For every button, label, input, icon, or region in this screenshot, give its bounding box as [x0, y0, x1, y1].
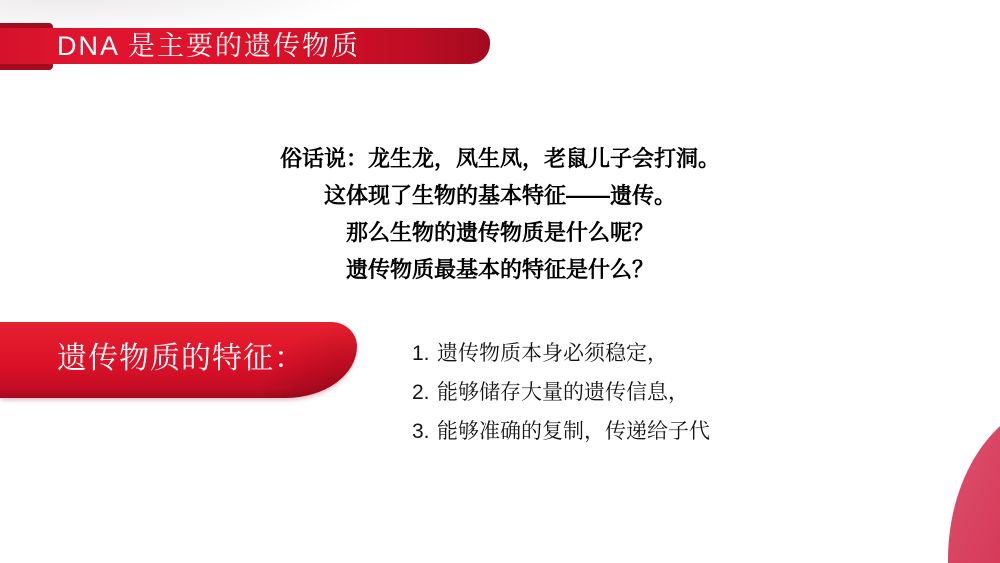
intro-line-3: 那么生物的遗传物质是什么呢？: [345, 220, 654, 245]
item-number: 2.: [412, 381, 430, 404]
feature-list: [412, 341, 710, 458]
feature-heading: 遗传物质的特征：: [57, 342, 305, 375]
intro-line-4: 遗传物质最基本的特征是什么？: [345, 257, 654, 282]
intro-paragraph: [254, 140, 746, 288]
feature-list-item-3: [412, 419, 710, 445]
feature-list-item-2: [412, 380, 710, 406]
slide-title: DNA 是主要的遗传物质: [57, 31, 361, 61]
item-text: 遗传物质本身必须稳定，: [437, 342, 668, 365]
item-number: 1.: [412, 342, 430, 365]
title-banner: [0, 28, 490, 64]
item-number: 3.: [412, 420, 430, 443]
item-text: 能够储存大量的遗传信息，: [437, 381, 689, 404]
feature-heading-ribbon: [0, 322, 357, 398]
feature-list-item-1: [412, 341, 710, 367]
intro-line-2: 这体现了生物的基本特征——遗传。: [323, 183, 676, 208]
corner-arc-shape: [948, 400, 1000, 563]
intro-line-1: 俗话说：龙生龙，凤生凤，老鼠儿子会打洞。: [279, 146, 720, 171]
item-text: 能够准确的复制，传递给子代: [437, 420, 710, 443]
